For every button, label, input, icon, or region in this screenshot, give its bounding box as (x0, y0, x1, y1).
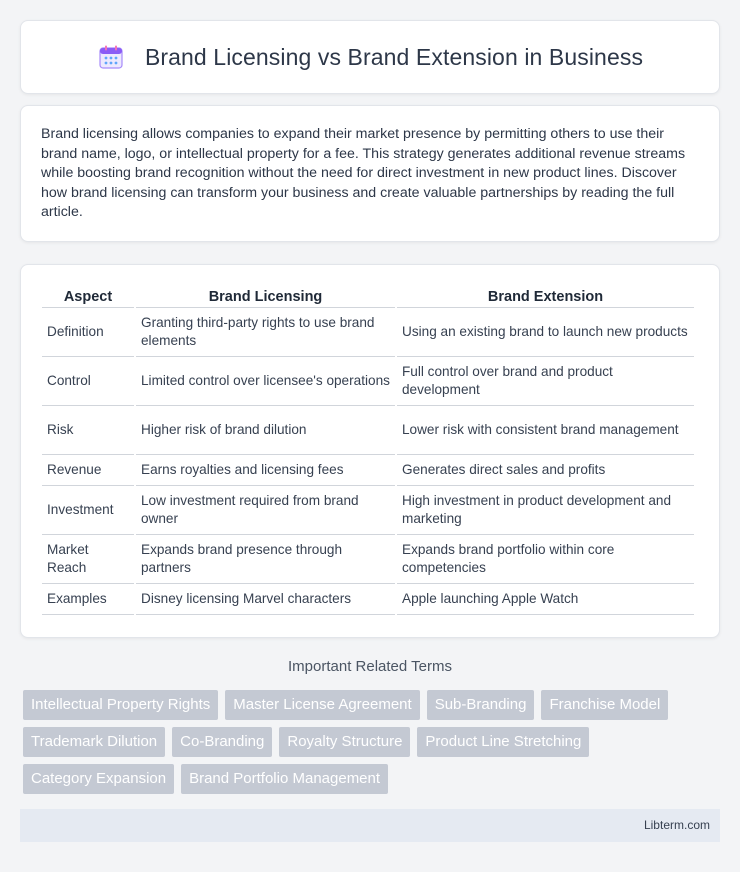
table-cell: Disney licensing Marvel characters (136, 584, 395, 615)
table-row (42, 455, 694, 486)
calendar-icon (97, 43, 125, 71)
related-term-tag[interactable]: Master License Agreement (225, 690, 419, 720)
table-cell: Examples (42, 584, 134, 615)
related-term-tag[interactable]: Trademark Dilution (23, 727, 165, 757)
table-cell: Definition (42, 308, 134, 357)
related-term-tag[interactable]: Co-Branding (172, 727, 272, 757)
header-brand-extension: Brand Extension (397, 285, 694, 308)
related-terms-title: Important Related Terms (288, 658, 452, 675)
table-cell: Control (42, 357, 134, 406)
title-card (20, 20, 720, 94)
related-term-tag[interactable]: Sub-Branding (427, 690, 535, 720)
table-cell: High investment in product development and marketing (397, 486, 694, 535)
table-row (42, 357, 694, 406)
table-cell: Full control over brand and product development (397, 357, 694, 406)
table-row (42, 406, 694, 455)
table-row (42, 535, 694, 584)
table-cell: Market Reach (42, 535, 134, 584)
table-cell: Earns royalties and licensing fees (136, 455, 395, 486)
footer-site-link[interactable]: Libterm.com (643, 818, 710, 832)
table-cell: Lower risk with consistent brand management (397, 406, 694, 455)
related-term-tag[interactable]: Category Expansion (23, 764, 174, 794)
table-cell: Higher risk of brand dilution (136, 406, 395, 455)
table-row (42, 486, 694, 535)
intro-text: Brand licensing allows companies to expand their market presence by permitting others to use their brand name, logo, or intellectual property for a fee. This strategy generates additional revenue streams while boosting brand recognition without the need for direct investment in new product lines. Discover how brand licensing can transform your business and create valuable partnerships by reading the full article. (41, 126, 686, 221)
related-term-tag[interactable]: Intellectual Property Rights (23, 690, 218, 720)
table-row (42, 308, 694, 357)
page-title: Brand Licensing vs Brand Extension in Business (144, 43, 644, 70)
table-cell: Apple launching Apple Watch (397, 584, 694, 615)
related-term-tag[interactable]: Royalty Structure (279, 727, 410, 757)
table-row (42, 584, 694, 615)
table-cell: Low investment required from brand owner (136, 486, 395, 535)
table-cell: Granting third-party rights to use brand elements (136, 308, 395, 357)
comparison-card (20, 264, 720, 638)
header-aspect: Aspect (42, 285, 134, 308)
intro-card (20, 105, 720, 242)
table-cell: Revenue (42, 455, 134, 486)
comparison-table (40, 285, 696, 615)
table-cell: Using an existing brand to launch new products (397, 308, 694, 357)
table-cell: Limited control over licensee's operations (136, 357, 395, 406)
related-terms-list (23, 690, 723, 801)
footer (20, 809, 720, 842)
related-term-tag[interactable]: Brand Portfolio Management (181, 764, 388, 794)
table-cell: Generates direct sales and profits (397, 455, 694, 486)
related-term-tag[interactable]: Franchise Model (541, 690, 668, 720)
header-brand-licensing: Brand Licensing (136, 285, 395, 308)
table-cell: Risk (42, 406, 134, 455)
table-cell: Expands brand portfolio within core competencies (397, 535, 694, 584)
table-cell: Investment (42, 486, 134, 535)
table-cell: Expands brand presence through partners (136, 535, 395, 584)
related-term-tag[interactable]: Product Line Stretching (417, 727, 589, 757)
